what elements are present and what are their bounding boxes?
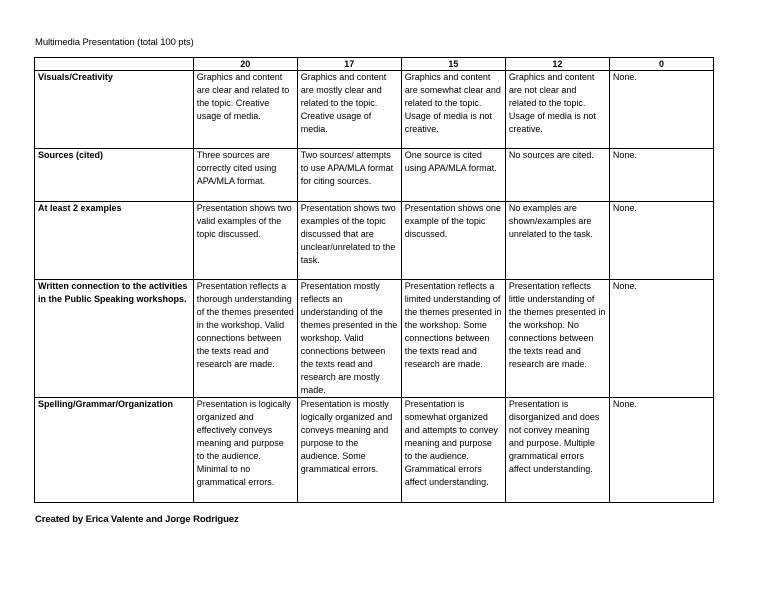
criterion-cell: Written connection to the activities in the Public Speaking workshops. (35, 280, 194, 398)
table-cell: Presentation is disorganized and does not convey meaning and purpose. Multiple grammatical errors affect understanding. (505, 398, 609, 503)
header-cell-20: 20 (193, 58, 297, 71)
table-cell: Presentation is somewhat organized and attempts to convey meaning and purpose to the audience. Grammatical errors affect understanding. (401, 398, 505, 503)
criterion-cell: Sources (cited) (35, 149, 194, 202)
header-row (35, 58, 714, 71)
table-cell: Graphics and content are clear and related to the topic. Creative usage of media. (193, 71, 297, 149)
header-cell-15: 15 (401, 58, 505, 71)
criterion-cell: Spelling/Grammar/Organization (35, 398, 194, 503)
table-cell: Presentation reflects a thorough understanding of the themes presented in the workshop. Valid connections between the texts read and research are made. (193, 280, 297, 398)
table-cell: Graphics and content are not clear and related to the topic. Usage of media is not creative. (505, 71, 609, 149)
header-cell-0: 0 (609, 58, 713, 71)
table-cell: Presentation is logically organized and effectively conveys meaning and purpose to the audience. Minimal to no grammatical errors. (193, 398, 297, 503)
table-cell: None. (609, 149, 713, 202)
table-row (35, 71, 714, 149)
table-row (35, 398, 714, 503)
criterion-cell: At least 2 examples (35, 202, 194, 280)
document-footer: Created by Erica Valente and Jorge Rodriguez (35, 514, 239, 525)
table-cell: None. (609, 398, 713, 503)
criterion-cell: Visuals/Creativity (35, 71, 194, 149)
table-cell: Presentation is mostly logically organized and conveys meaning and purpose to the audience. Some grammatical errors. (297, 398, 401, 503)
header-cell-criteria (35, 58, 194, 71)
header-cell-12: 12 (505, 58, 609, 71)
table-row (35, 202, 714, 280)
table-cell: Graphics and content are mostly clear and related to the topic. Creative usage of media. (297, 71, 401, 149)
table-cell: Presentation shows two valid examples of the topic discussed. (193, 202, 297, 280)
table-row (35, 149, 714, 202)
table-cell: None. (609, 71, 713, 149)
table-cell: Two sources/ attempts to use APA/MLA format for citing sources. (297, 149, 401, 202)
table-cell: Presentation shows one example of the topic discussed. (401, 202, 505, 280)
table-cell: No sources are cited. (505, 149, 609, 202)
table-row (35, 280, 714, 398)
rubric-table (34, 57, 714, 503)
table-cell: None. (609, 280, 713, 398)
table-cell: Presentation reflects little understanding of the themes presented in the workshop. No connections between the texts read and research are made. (505, 280, 609, 398)
table-cell: None. (609, 202, 713, 280)
table-cell: Graphics and content are somewhat clear and related to the topic. Usage of media is not creative. (401, 71, 505, 149)
table-cell: One source is cited using APA/MLA format. (401, 149, 505, 202)
table-cell: Presentation shows two examples of the topic discussed that are unclear/unrelated to the task. (297, 202, 401, 280)
document-title: Multimedia Presentation (total 100 pts) (35, 37, 194, 48)
table-cell: Presentation reflects a limited understanding of the themes presented in the workshop. Some connections between the texts read and research are made. (401, 280, 505, 398)
header-cell-17: 17 (297, 58, 401, 71)
table-cell: Three sources are correctly cited using APA/MLA format. (193, 149, 297, 202)
table-cell: Presentation mostly reflects an understanding of the themes presented in the workshop. Valid connections between the texts read and research are mostly made. (297, 280, 401, 398)
table-cell: No examples are shown/examples are unrelated to the task. (505, 202, 609, 280)
